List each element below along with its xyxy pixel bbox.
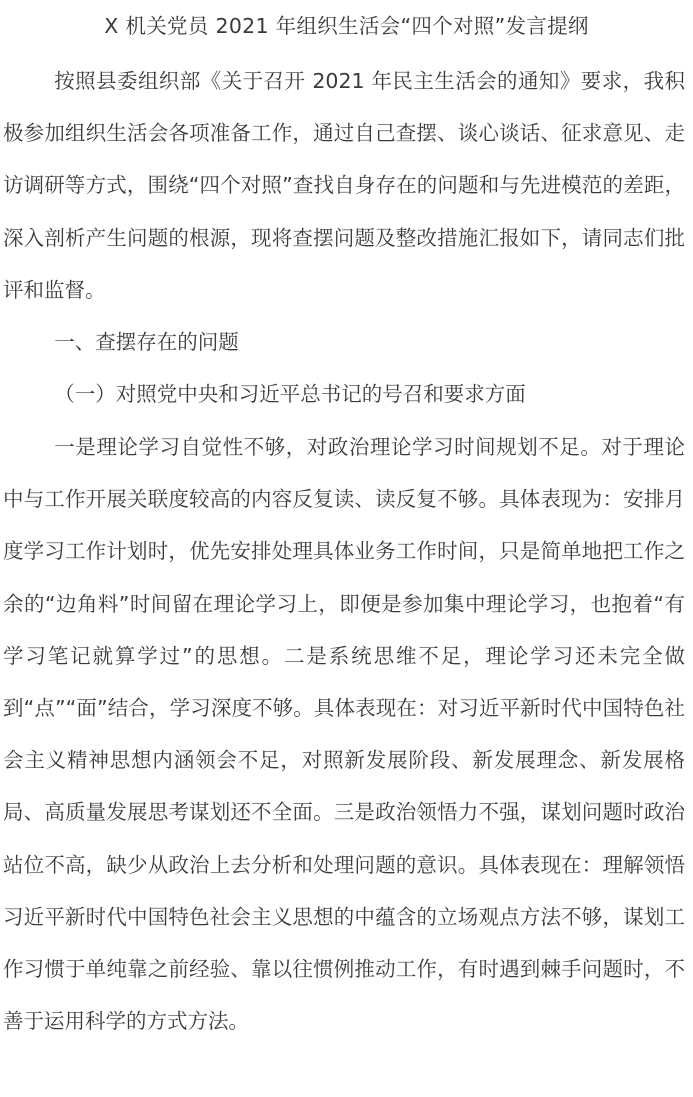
subsection-heading: （一）对照党中央和习近平总书记的号召和要求方面 bbox=[54, 382, 526, 406]
section-heading: 一、查摆存在的问题 bbox=[54, 330, 239, 354]
intro-paragraph: 按照县委组织部《关于召开 2021 年民主生活会的通知》要求，我积极参加组织生活会各项准备工作，通过自己查摆、谈心谈话、征求意见、走访调研等方式，围绕“四个对照”查找自身存在的问题和与先进模范的差距，深入剖析产生问题的根源，现将查摆问题及整改措施汇报如下，请同志们批评和监督。 bbox=[3, 69, 685, 302]
document-title: X 机关党员 2021 年组织生活会“四个对照”发言提纲 bbox=[104, 14, 589, 38]
body-paragraph: 一是理论学习自觉性不够，对政治理论学习时间规划不足。对于理论中与工作开展关联度较高的内容反复读、读反复不够。具体表现为：安排月度学习工作计划时，优先安排处理具体业务工作时间，只是简单地把工作之余的“边角料”时间留在理论学习上，即便是参加集中理论学习，也抱着“有学习笔记就算学过”的思想。二是系统思维不足，理论学习还未完全做到“点”“面”结合，学习深度不够。具体表现在：对习近平新时代中国特色社会主义精神思想内涵领会不足，对照新发展阶段、新发展理念、新发展格局、高质量发展思考谋划还不全面。三是政治领悟力不强，谋划问题时政治站位不高，缺少从政治上去分析和处理问题的意识。具体表现在：理解领悟习近平新时代中国特色社会主义思想的中蕴含的立场观点方法不够，谋划工作习惯于单纯靠之前经验、靠以往惯例推动工作，有时遇到棘手问题时，不善于运用科学的方式方法。 bbox=[3, 435, 685, 1034]
